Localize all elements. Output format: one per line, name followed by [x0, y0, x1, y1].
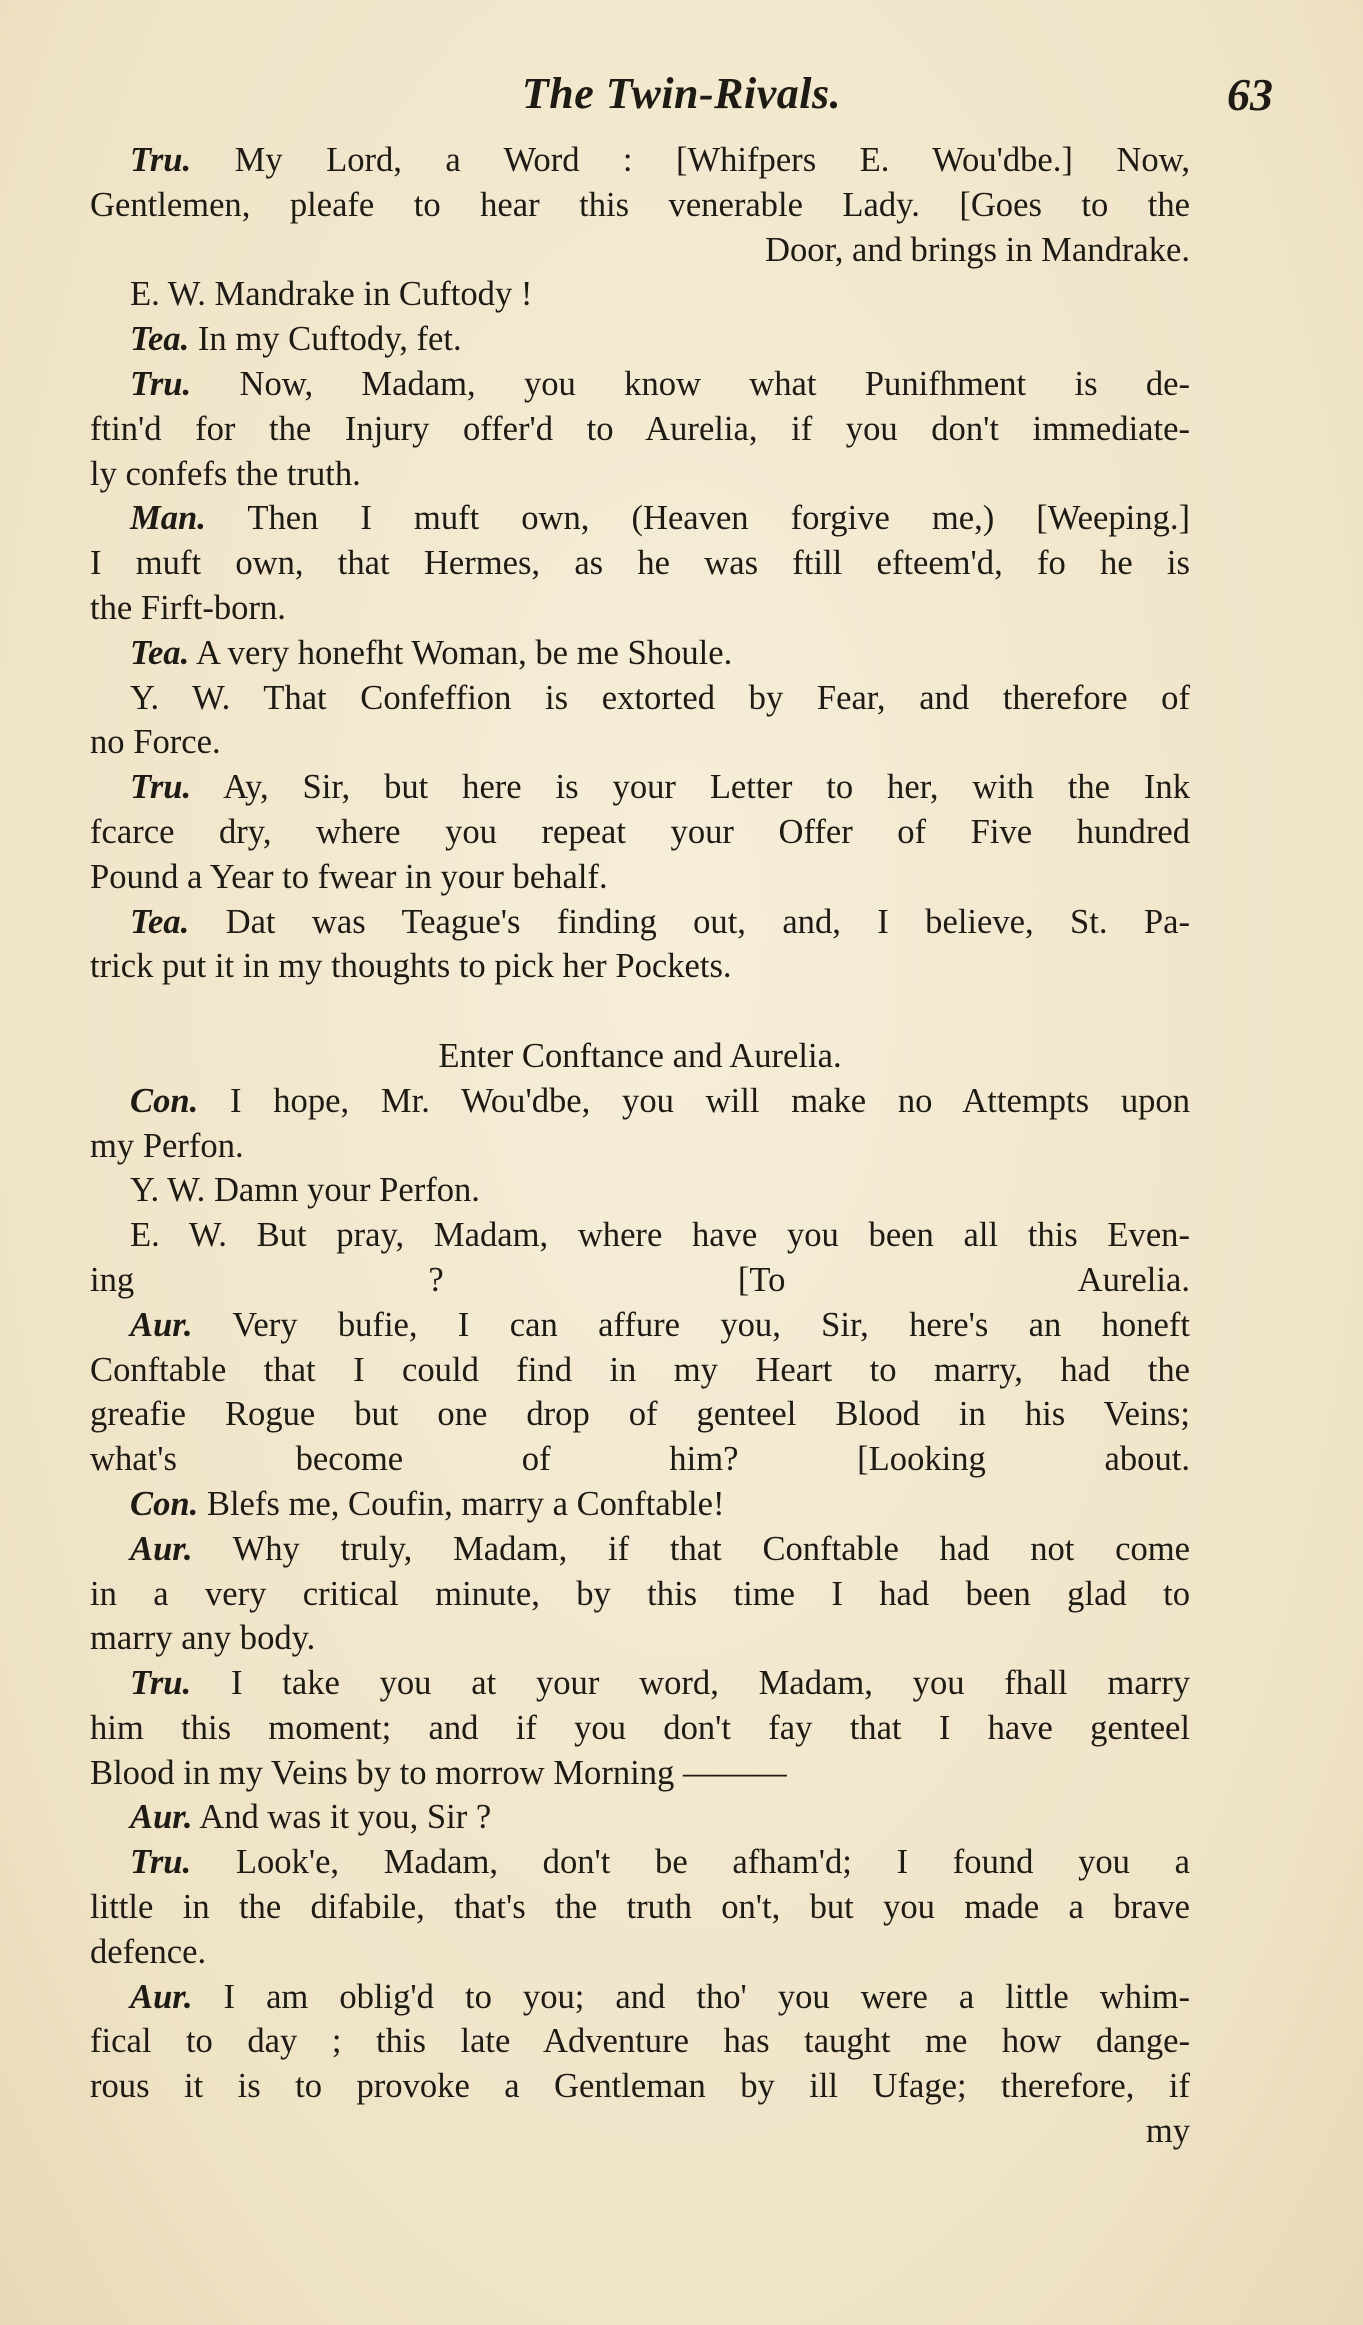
text-line: in a very critical minute, by this time I had been glad to [90, 1574, 1190, 1613]
stage-direction-entrance: Enter Conftance and Aurelia. [438, 1036, 842, 1075]
text-line: the Firft-born. [90, 588, 286, 627]
text-line: little in the difabile, that's the truth on't, but you made a brave [90, 1888, 1190, 1927]
blank-line [90, 989, 1190, 1034]
text-line: Tru. Now, Madam, you know what Punifhment is de- [130, 364, 1190, 403]
text-line: Aur. Very bufie, I can affure you, Sir, here's an honeft [130, 1305, 1190, 1344]
text-line: Gentlemen, pleafe to hear this venerable Lady. [Goes to the [90, 185, 1190, 224]
text-line: no Force. [90, 723, 221, 762]
text-line: Tea. Dat was Teague's finding out, and, I believe, St. Pa- [130, 902, 1190, 941]
text-line: Aur. I am oblig'd to you; and tho' you were a little whim- [130, 1977, 1190, 2016]
catchword: my [1145, 2112, 1190, 2151]
text-line: Y. W. Damn your Perfon. [130, 1171, 480, 1210]
text-line: Tea. In my Cuftody, fet. [130, 320, 462, 359]
text-line: Pound a Year to fwear in your behalf. [90, 857, 608, 896]
text-line: I muft own, that Hermes, as he was ftill efteem'd, fo he is [90, 544, 1190, 583]
play-text [90, 138, 1190, 2154]
text-line: Blood in my Veins by to morrow Morning ——— [90, 1753, 787, 1792]
text-line: Tru. Look'e, Madam, don't be afham'd; I found you a [130, 1843, 1190, 1882]
text-line: trick put it in my thoughts to pick her Pockets. [90, 947, 732, 986]
text-line: fcarce dry, where you repeat your Offer of Five hundred [90, 812, 1190, 851]
text-line: Con. I hope, Mr. Wou'dbe, you will make no Attempts upon [130, 1081, 1190, 1120]
text-line: Y. W. That Confeffion is extorted by Fear, and therefore of [130, 678, 1190, 717]
text-line: E. W. Mandrake in Cuftody ! [130, 275, 533, 314]
text-line: ftin'd for the Injury offer'd to Aurelia, if you don't immediate- [90, 409, 1190, 448]
text-line: him this moment; and if you don't fay that I have genteel [90, 1708, 1190, 1747]
text-line: Tea. A very honefht Woman, be me Shoule. [130, 633, 733, 672]
text-line: what's become of him? [Looking about. [90, 1440, 1190, 1479]
text-line: Con. Blefs me, Coufin, marry a Conftable! [130, 1484, 725, 1523]
running-title: The Twin-Rivals. [521, 69, 842, 118]
text-line: my Perfon. [90, 1126, 244, 1165]
text-line: rous it is to provoke a Gentleman by ill Ufage; therefore, if [90, 2067, 1190, 2106]
text-line: Tru. Ay, Sir, but here is your Letter to her, with the Ink [130, 768, 1190, 807]
text-line: ly confefs the truth. [90, 454, 361, 493]
stage-direction: Door, and brings in Mandrake. [765, 230, 1190, 269]
text-line: marry any body. [90, 1619, 316, 1658]
text-line: E. W. But pray, Madam, where have you been all this Even- [130, 1216, 1190, 1255]
text-line: defence. [90, 1932, 207, 1971]
page-number: 63 [1227, 69, 1273, 120]
text-line: Tru. My Lord, a Word : [Whifpers E. Wou'dbe.] Now, [130, 141, 1190, 179]
text-line: Tru. I take you at your word, Madam, you fhall marry [130, 1664, 1190, 1703]
text-line: fical to day ; this late Adventure has taught me how dange- [90, 2022, 1190, 2061]
text-line: Aur. Why truly, Madam, if that Conftable had not come [130, 1529, 1190, 1568]
text-line: Man. Then I muft own, (Heaven forgive me,) [Weeping.] [130, 499, 1190, 538]
text-line: greafie Rogue but one drop of genteel Blood in his Veins; [90, 1395, 1190, 1434]
text-line: Aur. And was it you, Sir ? [130, 1798, 492, 1837]
text-line: Conftable that I could find in my Heart to marry, had the [90, 1350, 1190, 1389]
text-line: ing ? [To Aurelia. [90, 1260, 1190, 1299]
page-header [90, 62, 1273, 132]
